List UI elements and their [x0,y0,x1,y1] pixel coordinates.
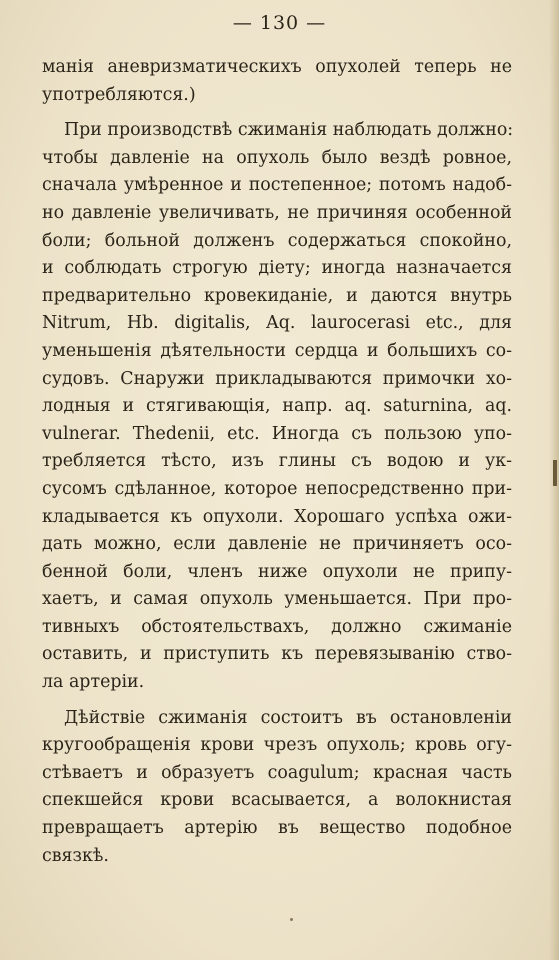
text-line: судовъ. Снаружи прикладываются примочки хо- [42,368,512,389]
text-line: уменьшенія дѣятельности сердца и большихъ со- [42,340,512,361]
text-line: бенной боли, членъ ниже опухоли не припу- [42,561,512,582]
text-line: кладывается къ опухоли. Хорошаго успѣха ожи- [42,506,512,527]
text-line: стѣваетъ и образуетъ coagulum; красная часть [42,762,512,783]
text-line: сусомъ сдѣланное, которое непосредственно при- [42,478,512,499]
text-line: употребляются.) [42,84,196,105]
text-line: связкѣ. [42,845,109,866]
text-line: оставить, и приступить къ перевязыванію ство- [42,644,512,665]
body-text [42,54,512,870]
text-line: но давленіе увеличивать, не причиняя особенной [42,202,512,223]
paper-speck [290,918,293,921]
text-line: превращаетъ артерію въ вещество подобное [42,818,512,839]
page-number: — 130 — [232,12,327,34]
text-line: При производствѣ сжиманія наблюдать должно: [64,120,514,141]
text-line: манія аневризматическихъ опухолей теперь не [42,57,512,77]
paragraph-3 [42,705,512,871]
paragraph-1 [42,54,512,109]
text-line: лодныя и стягивающія, напр. aq. saturnina, aq. [42,396,512,417]
text-line: Дѣйствіе сжиманія состоитъ въ остановленіи [64,707,512,728]
text-line: кругообращенія крови чрезъ опухоль; кровь огу- [42,735,512,756]
margin-mark [553,460,557,486]
text-line: предварительно кровекиданіе, и даются внутрь [42,285,512,306]
text-line: сначала умѣренное и постепенное; потомъ надоб- [42,175,512,196]
text-line: чтобы давленіе на опухоль было вездѣ ровное, [42,147,512,168]
text-line: Nitrum, Hb. digitalis, Aq. laurocerasi etc., для [42,313,512,334]
text-line: тивныхъ обстоятельствахъ, должно сжиманіе [42,616,512,637]
paragraph-2 [42,117,512,696]
text-line: требляется тѣсто, изъ глины съ водою и ук- [42,451,512,472]
text-line: хаетъ, и самая опухоль уменьшается. При про- [42,589,512,610]
text-line: и соблюдать строгую діету; иногда назначается [42,258,512,279]
text-line: спекшейся крови всасывается, а волокнистая [42,790,512,811]
text-line: ла артеріи. [42,672,145,693]
text-line: дать можно, если давленіе не причиняетъ осо- [42,534,512,555]
text-line: боли; больной долженъ содержаться спокойно, [42,230,512,251]
text-line: vulnerar. Thedenii, etc. Иногда съ пользою упо- [42,423,512,444]
